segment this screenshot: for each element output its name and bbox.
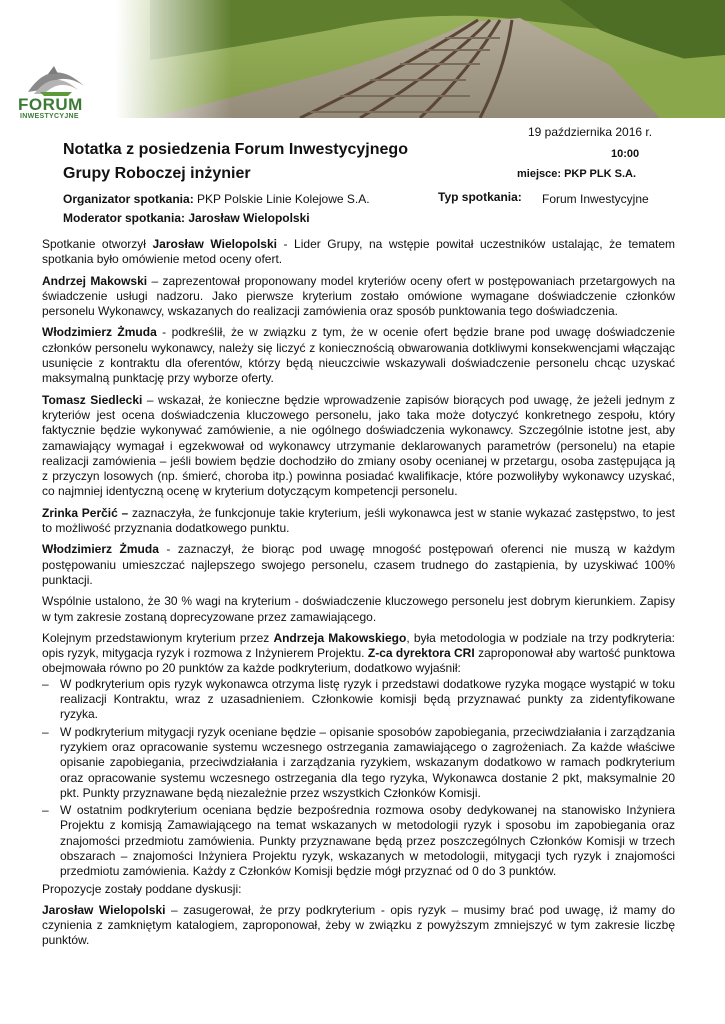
- type-label: Typ spotkania:: [438, 190, 522, 204]
- meeting-date: 19 października 2016 r.: [528, 125, 653, 139]
- meeting-place: miejsce: PKP PLK S.A.: [517, 168, 637, 180]
- header-banner: [0, 0, 725, 118]
- list-item: – W ostatnim podkryterium oceniana będzie bezpośrednia rozmowa osoby dedykowanej na stanowisko Inżyniera Projektu z komisją Zamawiającego na temat wskazanych w metodologii ryzyk i sposobu im zapobiegania oraz znajomości przedmiotu zamówienia. Punkty przyznawane będą przez poszczególnych Członków Komisji w trzech obszarach – znajomości Inżyniera Projektu ryzyk, wskazanych w metodologii, mitygacji tych ryzyk i znajomości przedmiotu zamówienia. Każdy z Członków Komisji będzie mógł przyznać od 0 do 3 punktów.: [42, 803, 675, 879]
- paragraph-zmuda-1: Włodzimierz Żmuda - podkreślił, że w związku z tym, że w ocenie ofert będzie brane pod uwagę doświadczenie członków personelu wykonawcy, należy się liczyć z koniecznością obwarowania dotkliwymi konsekwencjami włączając usunięcie z kontraktu dla oferentów, którzy będą nieuczciwie wskazywali doświadczenie personelu chcąc uzyskać maksymalną punktację przy wyborze oferty.: [42, 325, 675, 386]
- paragraph-percic: Zrinka Perčić – zaznaczyła, że funkcjonuje takie kryterium, jeśli wykonawca jest w stanie wykazać zastępstwo, to jest to możliwość przyznania dodatkowego punktu.: [42, 505, 676, 536]
- paragraph-agreement: Wspólnie ustalono, że 30 % wagi na kryterium - doświadczenie kluczowego personelu jest dobrym kierunkiem. Zapisy w tym zakresie zostaną doprecyzowane przez zamawiającego.: [42, 594, 675, 624]
- organizer-line: [63, 192, 370, 206]
- paragraph-wielopolski: Jarosław Wielopolski – zasugerował, że przy podkryterium - opis ryzyk – musimy brać pod uwagę, iż mamy do czynienia z zamkniętym katalogiem, zaproponował, żeby w związku z powyższym zmniejszyć w tym zakresie liczbę punktów.: [42, 902, 675, 948]
- title-line-2: Grupy Roboczej inżynier: [63, 165, 251, 182]
- paragraph-opening: Spotkanie otworzył Jarosław Wielopolski - Lider Grupy, na wstępie powitał uczestników ustalając, że tematem spotkania było omówienie metod oceny ofert.: [42, 237, 676, 267]
- paragraph-siedlecki: Tomasz Siedlecki – wskazał, że konieczne będzie wprowadzenie zapisów biorących pod uwagę, że jeżeli jednym z kryteriów jest ocena doświadczenia kluczowego personelu, jako taka może dotyczyć konkretnego zespołu, który faktycznie będzie wykonywać zamówienie, a nie ogólnego doświadczenia wykonawcy. Szczególnie istotne jest, aby zamawiający wymagał i egzekwował od wykonawcy utrzymanie deklarowanych parametrów (personelu) na etapie realizacji zamówienia – jeśli bowiem będzie dochodziło do zmiany osoby ocenianej w przetargu, osoba zastępująca ją z przyczyn losowych (np. śmierć, choroba itp.) powinna posiadać kwalifikacje, które pozwoliłyby wykonawcy uzyskać, co najmniej identyczną ocenę w kryterium dotyczącym kompetencji personelu.: [42, 392, 675, 499]
- title-line-1: Notatka z posiedzenia Forum Inwestycyjnego: [63, 141, 408, 158]
- paragraph-discussion: Propozycje zostały poddane dyskusji:: [42, 881, 242, 896]
- dash-marker: –: [42, 724, 49, 739]
- paragraph-methodology: Kolejnym przedstawionym kryterium przez Andrzeja Makowskiego, była metodologia w podziale na trzy podkryteria: opis ryzyk, mitygacja ryzyk i rozmowa z Inżynierem Projektu. Z-ca dyrektora CRI zaproponował aby wartość punktowa obejmowała równo po 20 punktów za każde podkryterium, dodatkowo wyjaśnił:: [42, 630, 676, 676]
- type-value: Forum Inwestycyjne: [542, 192, 649, 206]
- meeting-notes-body: [42, 237, 675, 955]
- list-item: – W podkryterium opis ryzyk wykonawca otrzyma listę ryzyk i przedstawi dodatkowe ryzyka mogące wystąpić w toku realizacji Kontraktu, wraz z uzasadnieniem. Członkowie komisji będą przyznawać punkty za zidentyfikowane ryzyka.: [42, 676, 675, 722]
- moderator-line: Moderator spotkania: Jarosław Wielopolski: [63, 211, 310, 225]
- list-item: – W podkryterium mitygacji ryzyk oceniane będzie – opisanie sposobów zapobiegania, przeciwdziałania i zarządzania ryzykiem oraz opracowanie systemu wczesnego ostrzegania zamawiającego o zagrożeniach. Za każde właściwe opisanie zapobiegania, przeciwdziałania i zarządzania ryzykiem, wskazanym dodatkowo w ramach podkryterium oraz opracowanie systemu wczesnego ostrzegania dla tego ryzyka, Wykonawca dostanie 2 pkt, maksymalnie 20 pkt. Punkty przyznawane będą niezależnie przez wszystkich Członków Komisji.: [42, 724, 675, 800]
- organizer-value: PKP Polskie Linie Kolejowe S.A.: [197, 192, 370, 206]
- page-title: [63, 138, 408, 186]
- dash-marker: –: [42, 803, 49, 818]
- subcriteria-list: [42, 677, 675, 880]
- dash-marker: –: [42, 676, 49, 691]
- logo-wordmark: FORUM: [18, 95, 83, 114]
- logo-subtitle: INWESTYCYJNE: [20, 113, 79, 118]
- meeting-time: 10:00: [611, 148, 640, 160]
- paragraph-makowski: Andrzej Makowski – zaprezentował proponowany model kryteriów oceny ofert w postępowaniach przetargowych na świadczenie usługi nadzoru. Jako pierwsze kryterium zostało omówione wymagane doświadczenie członków personelu Wykonawcy, wskazanych do realizacji zamówienia oraz sposób punktowania tego doświadczenia.: [42, 273, 676, 319]
- organizer-label: Organizator spotkania:: [63, 192, 194, 206]
- paragraph-zmuda-2: Włodzimierz Żmuda - zaznaczył, że biorąc pod uwagę mnogość postępowań oferenci nie muszą w każdym postępowaniu umieszczać najlepszego swojego personelu, czasem trudnego do zastąpienia, by uzyskiwać 100% punktacji.: [42, 542, 675, 587]
